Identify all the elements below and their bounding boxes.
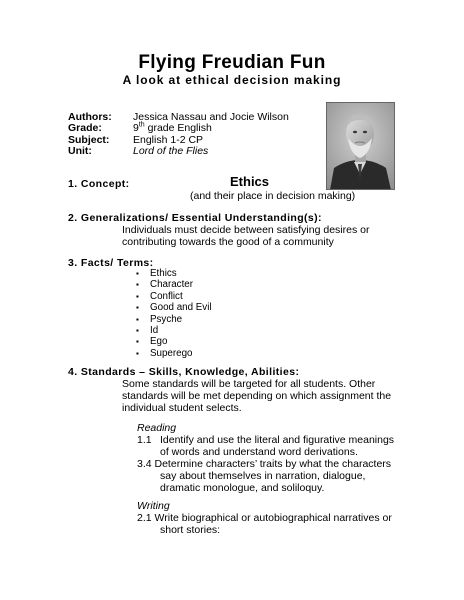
bullet-icon: ▪ [136, 314, 139, 324]
standards-intro-1: Some standards will be targeted for all students. Other [122, 378, 376, 390]
bullet-icon: ▪ [136, 348, 139, 358]
grade-text: grade English [144, 122, 212, 134]
reading-1-1-number: 1.1 [137, 434, 152, 446]
authors-label: Authors: [68, 111, 112, 123]
term-text: Ego [150, 336, 168, 348]
facts-label: 3. Facts/ Terms: [68, 257, 154, 269]
terms-list [136, 268, 212, 359]
concept-label: 1. Concept: [68, 178, 130, 190]
unit-label: Unit: [68, 145, 92, 157]
reading-3-4-line-1: 3.4 Determine characters’ traits by what the characters [137, 458, 392, 470]
term-text: Psyche [150, 313, 183, 325]
grade-label: Grade: [68, 122, 102, 134]
bullet-icon: ▪ [136, 337, 139, 347]
bullet-icon: ▪ [136, 269, 139, 278]
reading-3-4-line-2: say about themselves in narration, dialogue, [160, 470, 366, 482]
generalizations-line-2: contributing towards the good of a community [122, 236, 334, 248]
grade-superscript: th [138, 121, 145, 129]
term-item [136, 279, 212, 290]
bullet-icon: ▪ [136, 280, 139, 290]
term-text: Id [150, 324, 159, 336]
grade-number: 9 [133, 122, 139, 134]
reading-1-1-line-2: of words and understand word derivations. [160, 446, 358, 458]
standards-label: 4. Standards – Skills, Knowledge, Abilities: [68, 366, 300, 378]
term-item [136, 325, 212, 336]
subject-value: English 1-2 CP [133, 134, 204, 146]
bullet-icon: ▪ [136, 291, 139, 301]
term-text: Conflict [150, 290, 183, 302]
term-item [136, 302, 212, 313]
bullet-icon: ▪ [136, 303, 139, 313]
term-item [136, 336, 212, 347]
portrait-photo [326, 102, 395, 190]
writing-2-1-line-2: short stories: [160, 524, 221, 536]
generalizations-label: 2. Generalizations/ Essential Understanding(s): [68, 212, 322, 224]
portrait-illustration [326, 102, 395, 190]
generalizations-line-1: Individuals must decide between satisfying desires or [122, 224, 370, 236]
subject-label: Subject: [68, 134, 110, 146]
term-item [136, 348, 212, 359]
standards-intro-2: standards will be met depending on which assignment the [122, 390, 392, 402]
document-title: Flying Freudian Fun [138, 52, 326, 73]
term-text: Good and Evil [150, 302, 212, 314]
reading-heading: Reading [137, 422, 177, 434]
concept-note: (and their place in decision making) [190, 190, 356, 202]
standards-intro-3: individual student selects. [122, 402, 242, 414]
term-text: Superego [150, 347, 193, 359]
grade-value [133, 122, 212, 134]
term-item [136, 268, 212, 279]
bullet-icon: ▪ [136, 325, 139, 335]
document-subtitle: A look at ethical decision making [122, 73, 342, 87]
writing-2-1-line-1: 2.1 Write biographical or autobiographical narratives or [137, 512, 392, 524]
reading-1-1-line-1: Identify and use the literal and figurative meanings [160, 434, 395, 446]
authors-value: Jessica Nassau and Jocie Wilson [133, 111, 289, 123]
term-item [136, 291, 212, 302]
reading-3-4-line-3: dramatic monologue, and soliloquy. [160, 482, 325, 494]
term-text: Ethics [150, 268, 177, 279]
concept-heading: Ethics [230, 174, 270, 189]
writing-heading: Writing [137, 500, 170, 512]
term-item [136, 314, 212, 325]
unit-value: Lord of the Flies [133, 145, 209, 157]
term-text: Character [150, 279, 194, 291]
